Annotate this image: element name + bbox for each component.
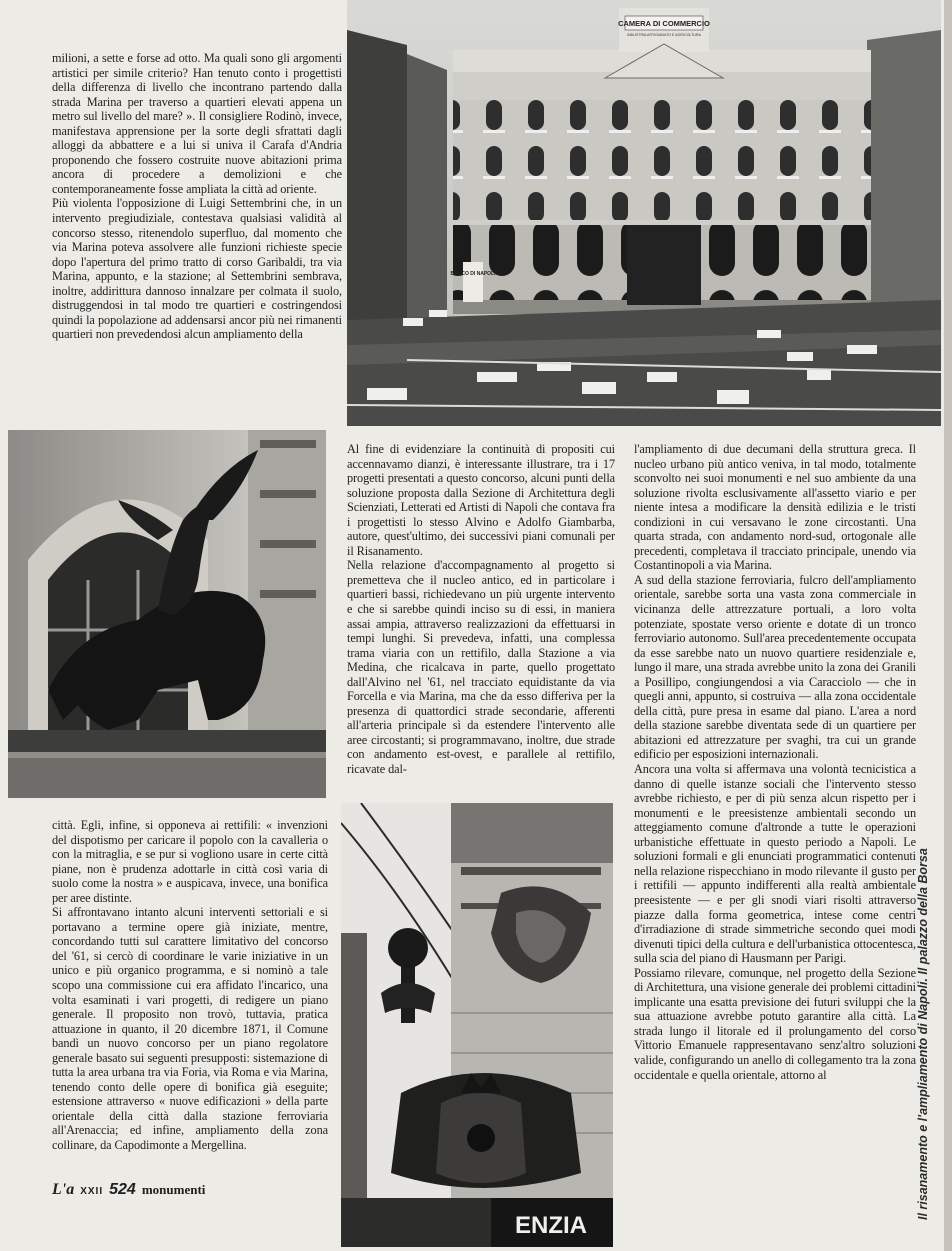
paragraph: città. Egli, infine, si opponeva ai rettifili: « invenzioni del dispotismo per caricare il popolo con la cavalleria o con la mitraglia, e se pur si vogliono usare in certe città piane, non è prudenza adottarle in città così varia di suolo come la nostra » e auspicava, invece, una bonifica per aree distinte. <box>52 818 328 905</box>
section-name: monumenti <box>141 1182 206 1197</box>
column1-top-text <box>52 51 342 342</box>
bank-sign: BANCO DI NAPOLI <box>450 271 496 277</box>
page-number: 524 <box>109 1181 136 1198</box>
column2-text <box>347 442 615 777</box>
page-footer <box>52 1181 205 1199</box>
volume-number: XXII <box>80 1186 104 1197</box>
column3-text <box>634 442 916 1082</box>
paragraph: Più violenta l'opposizione di Luigi Settembrini che, in un intervento pregiudiziale, contestava qualsiasi validità al concorso stesso, ritenendolo superfluo, dal momento che via Marina poteva assolvere alle funzioni richieste specie dopo l'apertura del primo tratto di corso Garibaldi, tra via Marina, appunto, e la stazione; al Settembrini sembrava, inoltre, addirittura dannoso innalzare per colmata il suolo, distruggendosi in tal modo tre quartieri e costringendosi quindi la popolazione ad addensarsi ancor più nei rimanenti quartieri non prevedendosi alcun ampliamento della <box>52 196 342 342</box>
building-sign: CAMERA DI COMMERCIO <box>618 19 710 28</box>
paragraph: Ancora una volta si affermava una volontà tecnicistica a danno di quelle istanze sociali che l'intervento stesso avrebbe richiesto, e per di più senza alcun rispetto per i monumenti e le preesistenze ambientali secondo un atteggiamento comune d'altronde a tutte le operazioni urbanistiche effettuate in questo periodo a Napoli. Le soluzioni formali e gli enunciati programmatici contenuti nella relazione rispecchiano in modo rilevante il gusto per i rettifili — appunto indifferenti alla realtà ambientale preesistente — e per gli snodi viari risolti attraverso piazze dalla forma geometrica, intese come centri d'irradiazione di strade simmetriche secondo quei modi divenuti tipici della cultura e dell'urbanistica ottocentesca, sulla scia del piano di Hausmann per Parigi. <box>634 762 916 966</box>
paragraph: Nella relazione d'accompagnamento al progetto si premetteva che il nucleo antico, ed in particolare i quartieri bassi, richiedevano un più urgente intervento e che si sarebbe quindi inciso su di essi, in maniera assai ampia, attraverso realizzazioni da effettuarsi in tempi lunghi. Si prevedeva, infatti, una complessa trama viaria con un rettifilo, dalla Stazione a via Medina, che ricalcava in parte, quello progettato dall'Alvino nel '61, nel tracciato equidistante da via Forcella e via Marina, ma che da esso differiva per la presenza di quattordici strade secondarie, afferenti all'arteria principale sì da estendere l'intervento alle aree circostanti; si programmavano, inoltre, due strade con andamento est-ovest, e parallele al rettifilo, ricavate dal- <box>347 558 615 777</box>
paragraph: l'ampliamento di due decumani della struttura greca. Il nucleo urbano più antico veniva, in tal modo, totalmente sconvolto nei suoi monumenti e nel suo ambiente da una soluzione rivolta esclusivamente all'assetto viario e per niente intesa a modificare la densità edilizia e le tristi condizioni in cui versavano le zone circostanti. Una quarta strada, con andamento nord-sud, ortogonale alle precedenti, completava il tracciato principale, unendo via Costantinopoli a via Marina. <box>634 442 916 573</box>
column1-bottom-text <box>52 818 328 1153</box>
paragraph: Al fine di evidenziare la continuità di propositi cui accennavamo dianzi, è interessante illustrare, tra i 17 progetti presentati a questo concorso, alcuni punti della soluzione proposta dalla Sezione di Architettura degli Scienziati, Letterati ed Artisti di Napoli che contava fra i progettisti lo stesso Alvino e Adolfo Giambarba, autore, quest'ultimo, dei successivi piani comunali per il Risanamento. <box>347 442 615 558</box>
paragraph: Possiamo rilevare, comunque, nel progetto della Sezione di Architettura, una visione generale dei problemi cittadini implicante una esatta previsione dei futuri sviluppi che la sua attuazione avrebbe potuto garantire alla città. La strada lungo il litorale ed il prolungamento del corso Vittorio Emanuele rappresentavano senz'altro soluzioni valide, configurando un anello di collegamento tra la zona occidentale e quella orientale, attorno al <box>634 965 916 1082</box>
paragraph: milioni, a sette e forse ad otto. Ma quali sono gli argomenti artistici per simile criterio? Han tenuto conto i progettisti della differenza di livello che incontrano partendo dalla strada Marina per traverso a quartieri elevati appena un metro sul livello del mare? ». Il consigliere Rodinò, invece, manifestava apprensione per la sorte degli sfrattati dagli alloggi da abbattere e a lui si univa il Carafa d'Andria proponendo che fossero costruite nuove abitazioni prima ancora di procedere a demolizioni e che contemporaneamente fosse ampliata la città ad oriente. <box>52 51 342 196</box>
photo-bronze-statue <box>8 430 326 798</box>
vertical-caption: Il risanamento e l'ampliamento di Napoli. Il palazzo della Borsa <box>916 848 930 1220</box>
photo-ornate-sign <box>341 803 613 1247</box>
building-subsign: INDUSTRIA ARTIGIANATO E AGRICOLTURA <box>627 33 701 37</box>
street-sign-text: ENZIA <box>515 1212 587 1239</box>
magazine-logo: L'a <box>52 1181 75 1198</box>
page-edge <box>944 0 952 1251</box>
photo-palazzo-borsa <box>347 0 941 426</box>
paragraph: A sud della stazione ferroviaria, fulcro dell'ampliamento orientale, sarebbe sorta una vasta zona commerciale in vicinanza delle attrezzature portuali, a loro volta potenziate, spostate verso oriente e dotate di un tronco ferroviario autonomo. Sull'area precedentemente occupata da esse sarebbe nato un nuovo quartiere residenziale e, lungo il mare, una strada avrebbe unito la zona dei Granili a Posillipo, congiungendosi a via Caracciolo — che in quegli anni, appunto, si costruiva — alla zona occidentale della città, pure presa in esame dal piano. L'area a nord della stazione sarebbe diventata sede di un quartiere per abitazioni ed attrezzature per svaghi, tra cui un grande edificio per esposizioni internazionali. <box>634 572 916 762</box>
paragraph: Si affrontavano intanto alcuni interventi settoriali e si portavano a termine opere già iniziate, mentre, concordando tutti sul carattere limitativo del concorso del '61, si cercò di coordinare le varie iniziative in un unico e più organico programma, e si nominò a tale scopo una commissione cui era affidato l'incarico, una volta esaminati i vari progetti, di redigere un piano generale. Il proposito non trovò, tuttavia, pratica attuazione in quanto, il 20 dicembre 1871, il Comune bandì un nuovo concorso per un piano regolatore generale basato sui seguenti presupposti: sistemazione di tutta la area urbana tra via Foria, via Roma e via Marina, tenendo conto delle opere di bonifica già eseguite; estensione attraverso « nuove edificazioni » della parte orientale della città dalla stazione ferroviaria all'Arenaccia; ed infine, ampliamento della zona collinare, da Capodimonte a Mergellina. <box>52 905 328 1153</box>
